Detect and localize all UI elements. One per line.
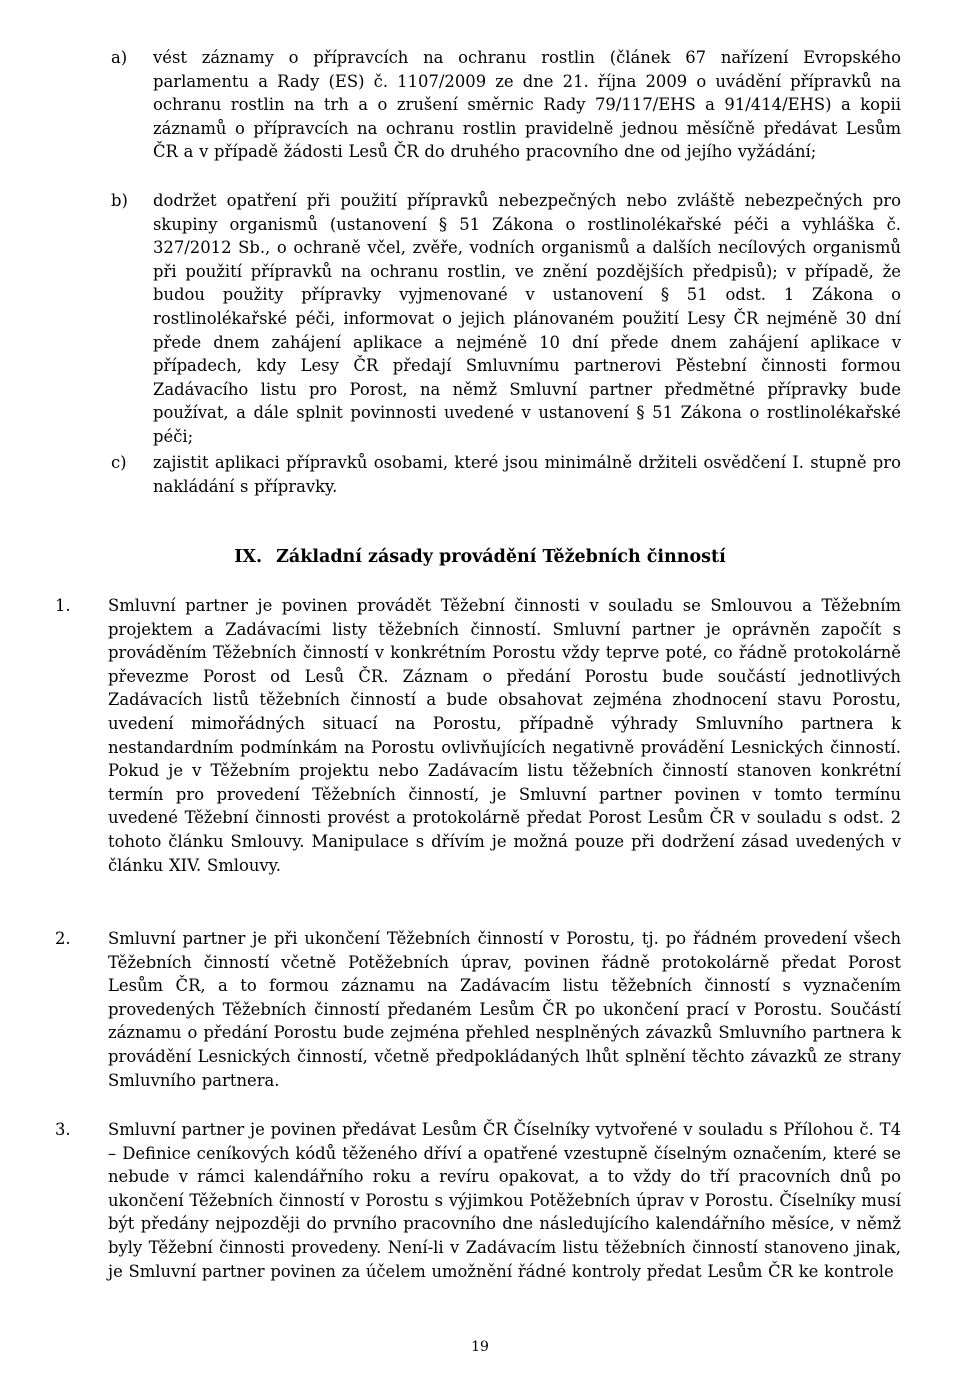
section-title: Základní zásady provádění Těžebních činností [276, 547, 726, 567]
article-number-1: 1. [55, 596, 71, 615]
list-marker-c: c) [111, 453, 127, 472]
article-number-3: 3. [55, 1120, 71, 1139]
article-1-text: Smluvní partner je povinen provádět Těžební činnosti v souladu se Smlouvou a Těžebním projektem a Zadávacími listy těžebních činností. Smluvní partner je oprávněn započít s prováděním Těžebních činností v konkrétním Porostu vždy teprve poté, co řádně protokolárně převezme Porost od Lesů ČR. Záznam o předání Porostu bude součástí jednotlivých Zadávacích listů těžebních činností a bude obsahovat zejména zhodnocení stavu Porostu, uvedení mimořádných situací na Porostu, případně výhrady Smluvního partnera k nestandardním podmínkám na Porostu ovlivňujících negativně provádění Lesnických činností. Pokud je v Těžebním projektu nebo Zadávacím listu těžebních činností stanoven konkrétní termín pro provedení Těžebních činností, je Smluvní partner povinen v tomto termínu uvedené Těžební činnosti provést a protokolárně předat Porost Lesům ČR v souladu s odst. 2 tohoto článku Smlouvy. Manipulace s dřívím je možná pouze při dodržení zásad uvedených v článku XIV. Smlouvy. [108, 596, 901, 875]
list-item-c: zajistit aplikaci přípravků osobami, které jsou minimálně držiteli osvědčení I. stupně pro nakládání s přípravky. [153, 453, 901, 496]
article-2-text: Smluvní partner je při ukončení Těžebních činností v Porostu, tj. po řádném provedení všech Těžebních činností včetně Potěžebních úprav, povinen řádně protokolárně předat Porost Lesům ČR, a to formou záznamu na Zadávacím listu těžebních činností s vyznačením provedených Těžebních činností předaném Lesům ČR po ukončení prací v Porostu. Součástí záznamu o předání Porostu bude zejména přehled nesplněných závazků Smluvního partnera k provádění Lesnických činností, včetně předpokládaných lhůt splnění těchto závazků ze strany Smluvního partnera. [108, 929, 901, 1090]
article-3-text: Smluvní partner je povinen předávat Lesům ČR Číselníky vytvořené v souladu s Přílohou č. T4 – Definice ceníkových kódů těženého dříví a opatřené vzestupně číselným označením, které se nebude v rámci kalendářního roku a revíru opakovat, a to vždy do tří pracovních dnů po ukončení Těžebních činností v Porostu s výjimkou Potěžebních úprav v Porostu. Číselníky musí být předány nejpozději do prvního pracovního dne následujícího kalendářního měsíce, v němž byly Těžební činnosti provedeny. Není-li v Zadávacím listu těžebních činností stanoveno jinak, je Smluvní partner povinen za účelem umožnění řádné kontroly předat Lesům ČR ke kontrole [108, 1120, 901, 1281]
list-item-a: vést záznamy o přípravcích na ochranu rostlin (článek 67 nařízení Evropského parlamentu a Rady (ES) č. 1107/2009 ze dne 21. října 2009 o uvádění přípravků na ochranu rostlin na trh a o zrušení směrnic Rady 79/117/EHS a 91/414/EHS) a kopii záznamů o přípravcích na ochranu rostlin pravidelně jednou měsíčně předávat Lesům ČR a v případě žádosti Lesů ČR do druhého pracovního dne od jejího vyžádání; [153, 48, 901, 162]
list-marker-a: a) [111, 48, 128, 67]
list-item-b: dodržet opatření při použití přípravků nebezpečných nebo zvláště nebezpečných pro skupiny organismů (ustanovení § 51 Zákona o rostlinolékařské péči a vyhláška č. 327/2012 Sb., o ochraně včel, zvěře, vodních organismů a dalších necílových organismů při použití přípravků na ochranu rostlin, ve znění pozdějších předpisů); v případě, že budou použity přípravky vyjmenované v ustanovení § 51 odst. 1 Zákona o rostlinolékařské péči, informovat o jejich plánovaném použití Lesy ČR nejméně 30 dní přede dnem zahájení aplikace a nejméně 10 dní přede dnem zahájení aplikace v případech, kdy Lesy ČR předají Smluvnímu partnerovi Pěstební činnosti formou Zadávacího listu pro Porost, na němž Smluvní partner předmětné přípravky bude používat, a dále splnit povinnosti uvedené v ustanovení § 51 Zákona o rostlinolékařské péči; [153, 191, 901, 446]
list-marker-b: b) [111, 191, 128, 210]
section-heading [0, 545, 960, 569]
article-number-2: 2. [55, 929, 71, 948]
section-number: IX. [234, 547, 263, 567]
page-number: 19 [471, 1339, 489, 1355]
